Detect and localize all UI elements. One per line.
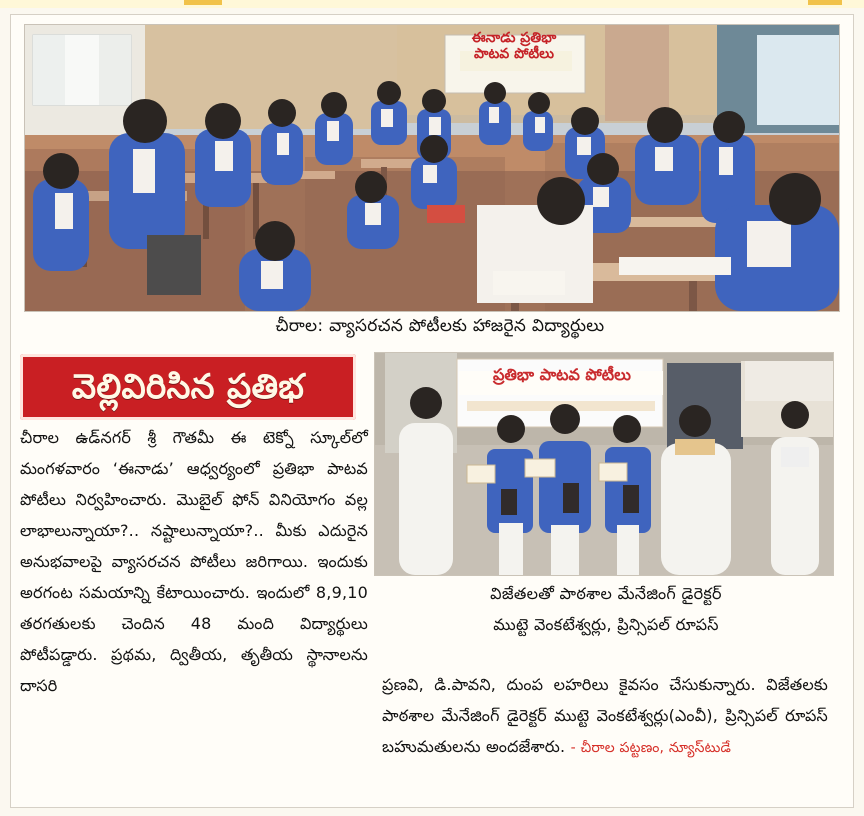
winners-caption xyxy=(382,578,830,640)
winners-caption-line-1: విజేతలతో పాఠశాల మేనేజింగ్ డైరెక్టర్ xyxy=(490,584,722,603)
winners-photo xyxy=(374,352,834,576)
article-continued-paragraph xyxy=(382,669,828,764)
top-strip-chip-left xyxy=(184,0,222,5)
top-photo-caption: చీరాల: వ్యాసరచన పోటీలకు హాజరైన విద్యార్థులు xyxy=(275,316,605,336)
top-strip xyxy=(0,0,864,8)
classroom-banner-text: ఈనాడు ప్రతిభా పాటవ పోటీలు xyxy=(471,30,557,62)
headline-text: వెల్లివిరిసిన ప్రతిభ xyxy=(71,367,305,407)
credit-line: - చీరాల పట్టణం, న్యూస్‌టుడే xyxy=(570,740,732,756)
article-column-right xyxy=(382,669,828,799)
headline-box xyxy=(20,354,356,420)
top-strip-chip-right xyxy=(808,0,842,5)
winners-banner-text: ప్రతిభా పాటవ పోటీలు xyxy=(493,365,631,384)
article-column-left xyxy=(20,422,368,794)
classroom-photo xyxy=(24,24,840,312)
winners-photo-image xyxy=(375,353,833,575)
article-continued-text: ప్రణవి, డి.పావని, దుంప లహరిలు కైవసం చేసుకున్నారు. విజేతలకు పాఠశాల మేనేజింగ్ డైరెక్టర్ ముట్టె వెంకటేశ్వర్లు(ఎంవీ), ప్రిన్సిపల్ రూపస్ బహుమతులను అందజేశారు. xyxy=(382,675,828,756)
article-paragraph: చీరాల ఉడ్‌నగర్ శ్రీ గౌతమీ ఈ టెక్నో స్కూల్‌లో మంగళవారం ‘ఈనాడు’ ఆధ్వర్యంలో ప్రతిభా పాటవ పోటీలు నిర్వహించారు. మొబైల్ ఫోన్ వినియోగం వల్ల లాభాలున్నాయా?.. నష్టాలున్నాయా?.. మీకు ఎదురైన అనుభవాలపై వ్యాసరచన పోటీలు జరిగాయి. ఇందుకు అరగంట సమయాన్ని కేటాయించారు. ఇందులో 8,9,10 తరగతులకు చెందిన 48 మంది విద్యార్థులు పోటీపడ్డారు. ప్రథమ, ద్వితీయ, తృతీయ స్థానాలను దాసరి xyxy=(20,428,368,695)
classroom-photo-image xyxy=(25,25,839,311)
winners-caption-line-2: ముట్టె వెంకటేశ్వర్లు, ప్రిన్సిపల్ రూపస్ xyxy=(493,615,719,634)
